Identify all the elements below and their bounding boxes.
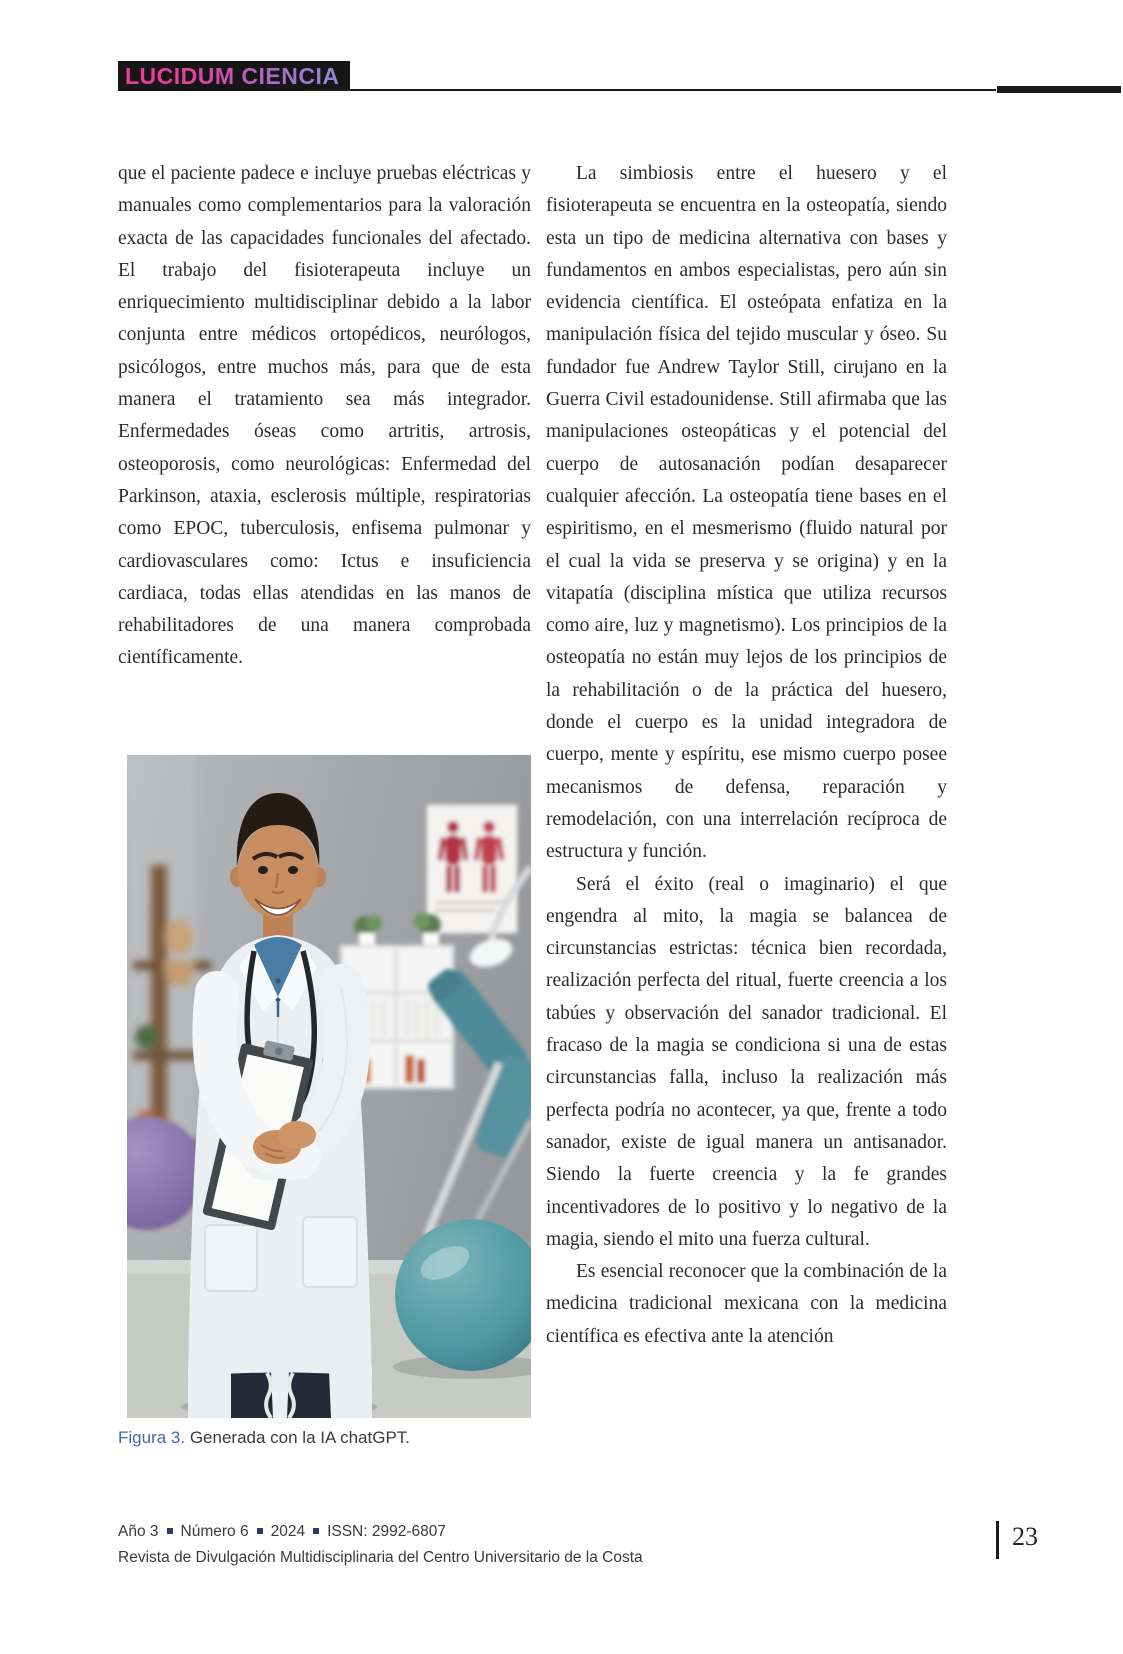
column-right: [546, 158, 947, 1353]
journal-logo: [118, 61, 350, 91]
body-paragraph: que el paciente padece e incluye pruebas eléctricas y manuales como complementarios para la valoración exacta de las capacidades funcionales del afectado. El trabajo del fisioterapeuta incluye un enriquecimiento multidisciplinar debido a la labor conjunta entre médicos ortopédicos, neurólogos, psicólogos, entre muchos más, para que de esta manera el tratamiento sea más integrador. Enfermedades óseas como artritis, artrosis, osteoporosis, como neurológicas: Enfermedad del Parkinson, ataxia, esclerosis múltiple, respiratorias como EPOC, tuberculosis, enfisema pulmonar y cardiovasculares como: Ictus e insuficiencia cardiaca, todas ellas atendidas en las manos de rehabilitadores de una manera comprobada científicamente.: [118, 163, 531, 669]
page-footer: [118, 1519, 718, 1571]
journal-logo-text: LUCIDUM CIENCIA: [125, 62, 340, 89]
separator-square-icon: [313, 1528, 319, 1534]
separator-square-icon: [257, 1528, 263, 1534]
body-paragraph: La simbiosis entre el huesero y el fisioterapeuta se encuentra en la osteopatía, siendo esta un tipo de medicina alternativa con bases y fundamentos en ambos especialistas, pero aún sin evidencia científica. El osteópata enfatiza en la manipulación física del tejido muscular y óseo. Su fundador fue Andrew Taylor Still, cirujano en la Guerra Civil estadounidense. Still afirmaba que las manipulaciones osteopáticas y el potencial del cuerpo de autosanación podían desaparecer cualquier afección. La osteopatía tiene bases en el espiritismo, en el mesmerismo (fluido natural por el cual la vida se preserva y se origina) y en la vitapatía (disciplina mística que utiliza recursos como aire, luz y magnetismo). Los principios de la osteopatía no están muy lejos de los principios de la rehabilitación o de la práctica del huesero, donde el cuerpo es la unidad integradora de cuerpo, mente y espíritu, ese mismo cuerpo posee mecanismos de defensa, reparación y remodelación, con una interrelación recíproca de estructura y función.: [546, 163, 947, 863]
footer-issue: Número 6: [180, 1523, 249, 1540]
figure-photo-physiotherapist: [127, 755, 531, 1418]
figure-caption-text: Generada con la IA chatGPT.: [189, 1428, 411, 1447]
footer-issn: ISSN: 2992-6807: [327, 1523, 446, 1540]
figure-caption-label: Figura 3.: [118, 1428, 186, 1447]
figure-caption: [118, 1428, 548, 1448]
page-number: 23: [1012, 1522, 1038, 1551]
clinic-photo-illustration: [127, 755, 531, 1418]
body-paragraph: Es esencial reconocer que la combinación de la medicina tradicional mexicana con la medicina científica es efectiva ante la atención: [546, 1261, 947, 1347]
footer-year: Año 3: [118, 1523, 159, 1540]
page-number-rule: [996, 1521, 999, 1559]
footer-issue-line: [118, 1519, 718, 1545]
header-rule-thick: [997, 86, 1121, 93]
body-paragraph: Será el éxito (real o imaginario) el que engendra al mito, la magia se balancea de circunstancias estrictas: técnica bien recordada, realización perfecta del ritual, fuerte creencia a los tabúes y observación del sanador tradicional. El fracaso de la magia se condiciona si una de estas circunstancias falla, incluso la realización más perfecta podría no acontecer, ya que, frente a todo sanador, existe de igual manera un antisanador. Siendo la fuerte creencia y la fe grandes incentivadores de lo positivo y lo negativo de la magia, siendo el mito una fuerza cultural.: [546, 873, 947, 1250]
column-left: [118, 158, 531, 675]
footer-journal-name: Revista de Divulgación Multidisciplinaria del Centro Universitario de la Costa: [118, 1549, 643, 1566]
separator-square-icon: [167, 1528, 173, 1534]
header-rule-thin: [306, 89, 996, 91]
footer-date: 2024: [270, 1523, 306, 1540]
